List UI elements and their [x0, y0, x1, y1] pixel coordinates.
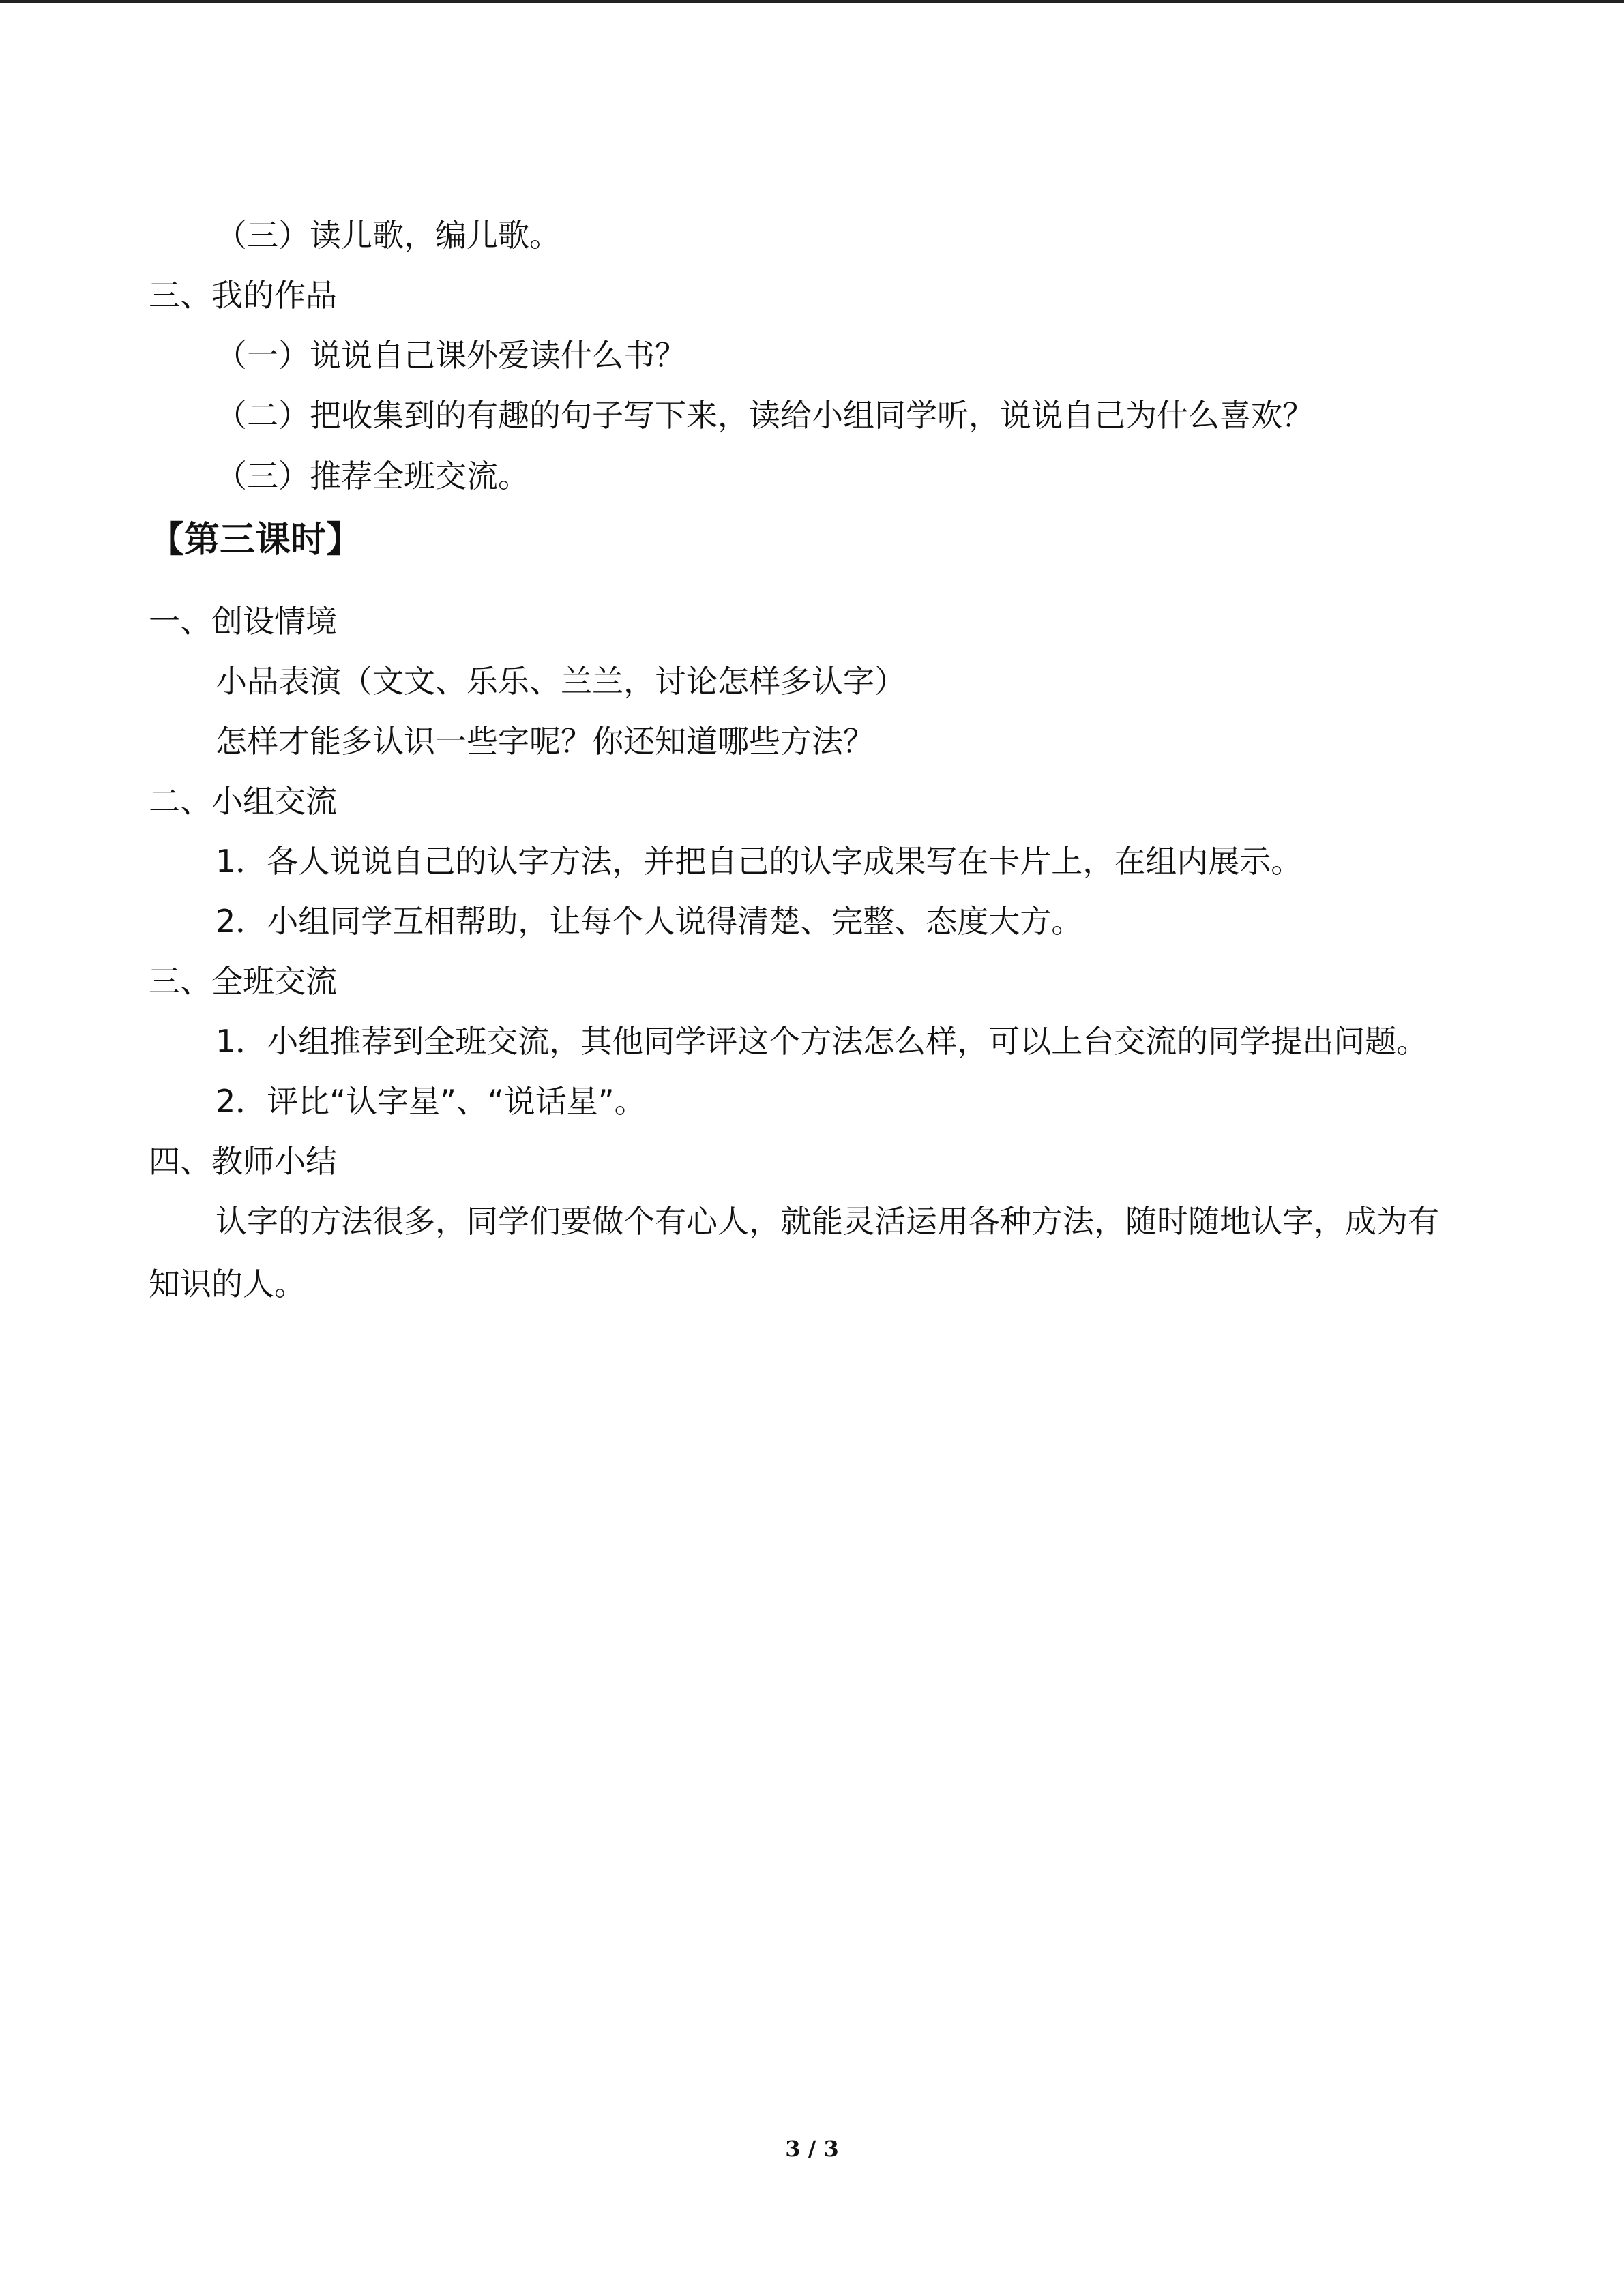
section-group-exchange: 二、小组交流	[149, 783, 337, 820]
item-class-1: 1．小组推荐到全班交流，其他同学评这个方法怎么样，可以上台交流的同学提出问题。	[216, 1023, 1428, 1060]
item-group-2: 2．小组同学互相帮助，让每个人说得清楚、完整、态度大方。	[216, 903, 1083, 940]
section-class-exchange: 三、全班交流	[149, 963, 337, 1000]
section-teacher-summary: 四、教师小结	[149, 1143, 337, 1180]
page-number: 3 / 3	[785, 2136, 839, 2162]
section-my-work: 三、我的作品	[149, 277, 337, 314]
item-group-1: 1．各人说说自己的认字方法，并把自己的认字成果写在卡片上，在组内展示。	[216, 843, 1303, 880]
item-class-2: 2．评比“认字星”、“说话星”。	[216, 1083, 646, 1120]
text-question: 怎样才能多认识一些字呢？你还知道哪些方法？	[216, 723, 874, 760]
lesson-heading: 【第三课时】	[149, 520, 362, 561]
summary-paragraph: 认字的方法很多，同学们要做个有心人，就能灵活运用各种方法，随时随地认字，成为有知识的人。	[149, 1203, 1439, 1302]
subitem-class-share: （三）推荐全班交流。	[216, 458, 529, 494]
subitem-read-rhymes: （三）读儿歌，编儿歌。	[216, 217, 561, 254]
subitem-favorite-books: （一）说说自己课外爱读什么书？	[216, 337, 686, 374]
section-create-scenario: 一、创设情境	[149, 603, 337, 640]
subitem-interesting-sentences: （二）把收集到的有趣的句子写下来，读给小组同学听，说说自己为什么喜欢？	[216, 397, 1314, 434]
text-skit: 小品表演（文文、乐乐、兰兰，讨论怎样多认字）	[216, 663, 906, 700]
